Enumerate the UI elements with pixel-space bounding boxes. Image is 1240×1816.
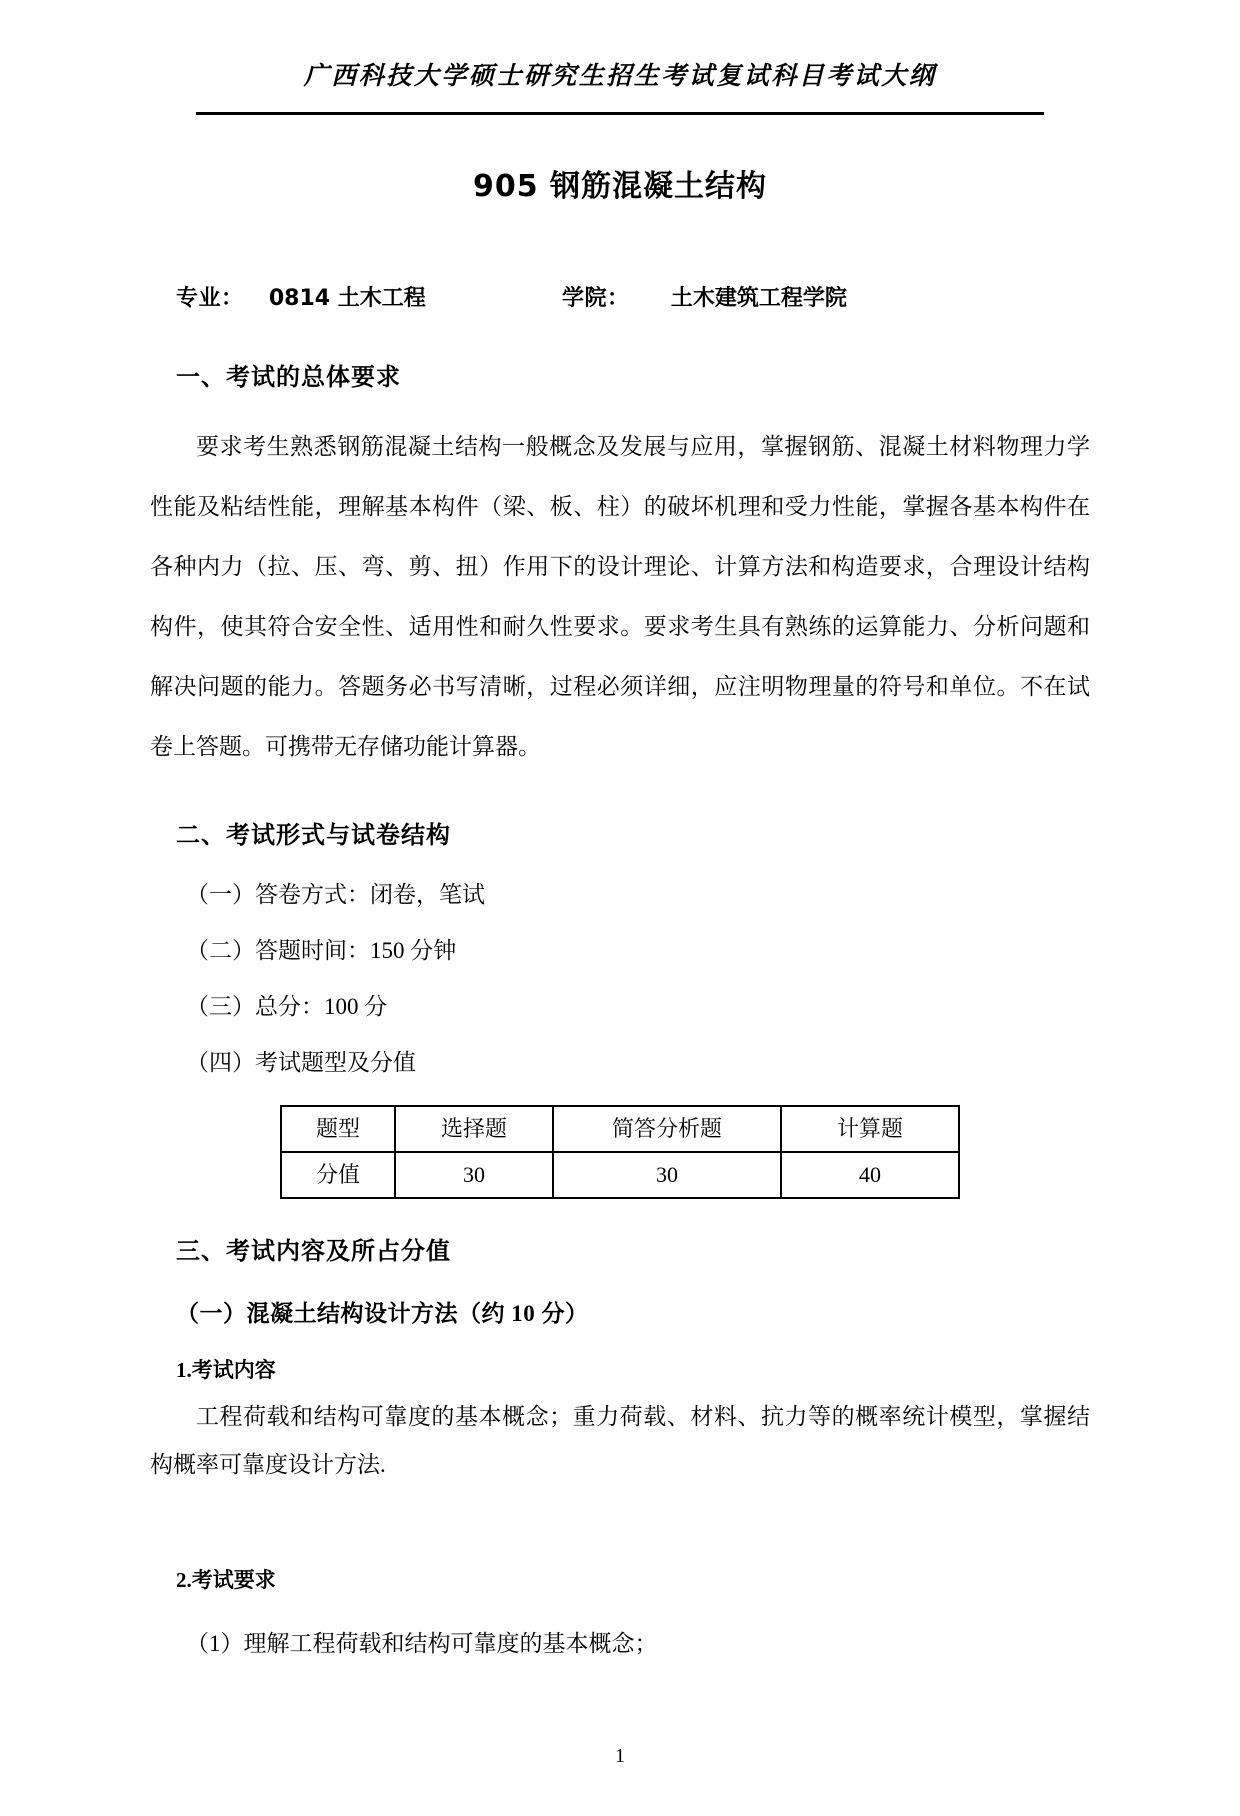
college-label: 学院：	[562, 286, 630, 311]
table-row	[281, 1152, 959, 1198]
table-header-cell: 计算题	[781, 1106, 959, 1152]
header-divider	[196, 112, 1044, 115]
table-header-cell: 题型	[281, 1106, 395, 1152]
list-item: （一）答卷方式：闭卷，笔试	[186, 881, 485, 907]
score-table-wrapper	[0, 1105, 1240, 1199]
college-field	[562, 284, 847, 315]
requirement-item: （1）理解工程荷载和结构可靠度的基本概念；	[186, 1631, 658, 1657]
page-title: 905 钢筋混凝土结构	[472, 169, 768, 204]
exam-requirement-label: 2.考试要求	[176, 1567, 276, 1592]
table-cell: 40	[781, 1152, 959, 1198]
score-table	[280, 1105, 960, 1199]
header-banner-title: 广西科技大学硕士研究生招生考试复试科目考试大纲	[303, 63, 937, 90]
list-item: （三）总分：100 分	[186, 993, 388, 1019]
table-header-cell: 简答分析题	[553, 1106, 781, 1152]
document-header	[0, 62, 1240, 92]
page-number: 1	[615, 1745, 625, 1767]
section-heading-1: 一、考试的总体要求	[176, 362, 401, 391]
list-item: （二）答题时间：150 分钟	[186, 937, 457, 963]
exam-content-text: 工程荷载和结构可靠度的基本概念；重力荷载、材料、抗力等的概率统计模型，掌握结构概率可靠度设计方法.	[150, 1403, 1090, 1477]
table-cell: 30	[395, 1152, 553, 1198]
major-field	[176, 284, 562, 315]
meta-row	[0, 284, 1240, 315]
major-value: 0814 土木工程	[268, 286, 426, 311]
table-cell: 30	[553, 1152, 781, 1198]
exam-format-list	[0, 867, 1240, 1091]
document-page	[0, 62, 1240, 1816]
table-header-cell: 选择题	[395, 1106, 553, 1152]
list-item: （四）考试题型及分值	[186, 1049, 416, 1075]
subsection-heading-1: （一）混凝土结构设计方法（约 10 分）	[176, 1300, 589, 1326]
exam-content-label: 1.考试内容	[176, 1358, 276, 1383]
section-heading-2: 二、考试形式与试卷结构	[176, 820, 451, 849]
table-header-cell: 分值	[281, 1152, 395, 1198]
section-heading-3: 三、考试内容及所占分值	[176, 1236, 451, 1265]
major-label: 专业：	[176, 286, 244, 311]
section-1-paragraph: 要求考生熟悉钢筋混凝土结构一般概念及发展与应用，掌握钢筋、混凝土材料物理力学性能及粘结性能，理解基本构件（梁、板、柱）的破坏机理和受力性能，掌握各基本构件在各种内力（拉、压、弯、剪、扭）作用下的设计理论、计算方法和构造要求，合理设计结构构件，使其符合安全性、适用性和耐久性要求。要求考生具有熟练的运算能力、分析问题和解决问题的能力。答题务必书写清晰，过程必须详细，应注明物理量的符号和单位。不在试卷上答题。可携带无存储功能计算器。	[150, 433, 1090, 759]
table-row	[281, 1106, 959, 1152]
college-value: 土木建筑工程学院	[670, 286, 847, 311]
